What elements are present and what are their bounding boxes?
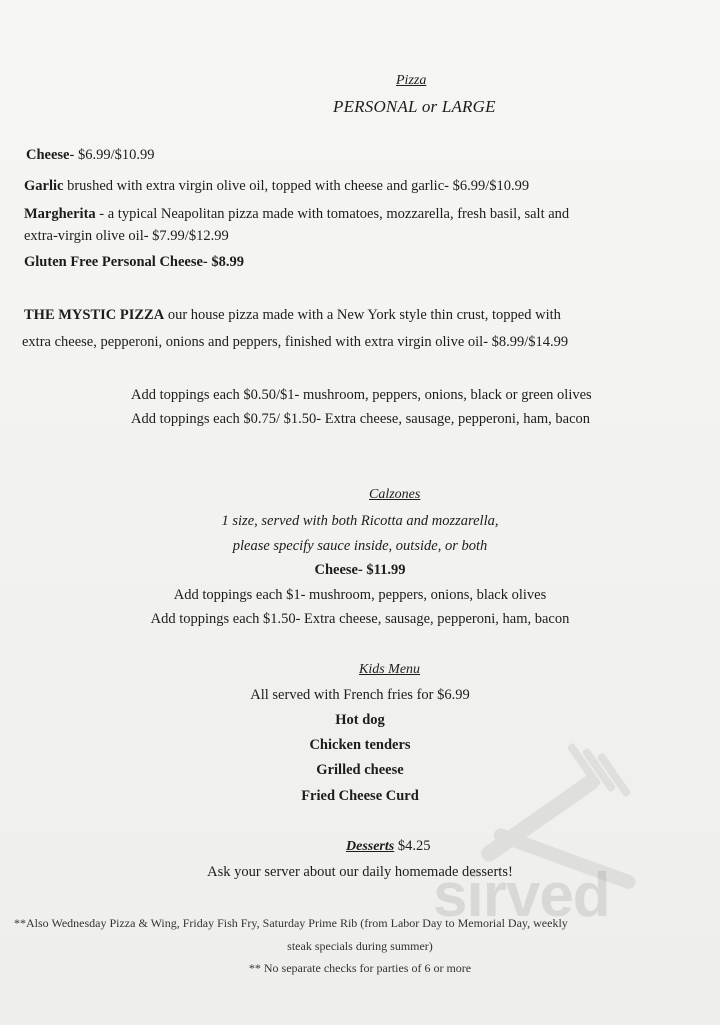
desserts-heading: Desserts [346, 839, 395, 854]
pizza-toppings-2: Add toppings each $0.75/ $1.50- Extra cheese, sausage, pepperoni, ham, bacon [131, 411, 591, 427]
pizza-toppings-1: Add toppings each $0.50/$1- mushroom, peppers, onions, black or green olives [131, 387, 592, 403]
pizza-margherita-desc1: - a typical Neapolitan pizza made with tomatoes, mozzarella, fresh basil, salt and [95, 206, 570, 222]
kids-heading: Kids Menu [359, 662, 421, 677]
pizza-mystic-name: THE MYSTIC PIZZA [24, 307, 165, 323]
desserts-price: $4.25 [394, 838, 431, 854]
pizza-margherita [24, 205, 569, 223]
calzones-toppings-1: Add toppings each $1- mushroom, peppers, onions, black olives [173, 587, 547, 603]
pizza-gluten-free: Gluten Free Personal Cheese- $8.99 [24, 254, 245, 270]
calzones-cheese: Cheese- $11.99 [314, 562, 406, 578]
watermark-text: sirved [433, 861, 610, 930]
pizza-margherita-name: Margherita [24, 206, 96, 222]
calzones-toppings-2: Add toppings each $1.50- Extra cheese, sausage, pepperoni, ham, bacon [150, 611, 570, 627]
footer-note-1: **Also Wednesday Pizza & Wing, Friday Fish Fry, Saturday Prime Rib (from Labor Day to Memorial Day, weekly [14, 916, 568, 930]
pizza-cheese-name: Cheese [26, 147, 70, 163]
kids-intro: All served with French fries for $6.99 [250, 687, 470, 703]
pizza-margherita-desc2: extra-virgin olive oil- $7.99/$12.99 [24, 228, 229, 244]
desserts-heading-line [346, 837, 430, 855]
pizza-mystic-desc2: extra cheese, pepperoni, onions and peppers, finished with extra virgin olive oil- $8.99/$14.99 [22, 334, 569, 350]
footer-note-3: ** No separate checks for parties of 6 or more [248, 961, 472, 975]
pizza-garlic-desc: brushed with extra virgin olive oil, topped with cheese and garlic- $6.99/$10.99 [63, 178, 530, 194]
pizza-mystic-desc1: our house pizza made with a New York style thin crust, topped with [164, 307, 561, 323]
kids-item: Grilled cheese [316, 762, 404, 778]
desserts-line: Ask your server about our daily homemade desserts! [207, 864, 513, 880]
calzones-line-2: please specify sauce inside, outside, or both [232, 538, 488, 554]
pizza-cheese [26, 146, 154, 164]
pizza-garlic-name: Garlic [24, 178, 64, 194]
calzones-heading: Calzones [369, 487, 421, 502]
footer-note-2: steak specials during summer) [287, 939, 433, 953]
calzones-line-1: 1 size, served with both Ricotta and mozzarella, [221, 513, 499, 529]
pizza-mystic [24, 306, 561, 324]
kids-item: Fried Cheese Curd [301, 788, 419, 804]
pizza-heading: Pizza [396, 73, 427, 88]
kids-item: Hot dog [335, 712, 385, 728]
pizza-cheese-price: - $6.99/$10.99 [69, 147, 155, 163]
kids-item: Chicken tenders [309, 737, 411, 753]
pizza-subheading: PERSONAL or LARGE [333, 97, 496, 116]
pizza-garlic [24, 177, 529, 195]
